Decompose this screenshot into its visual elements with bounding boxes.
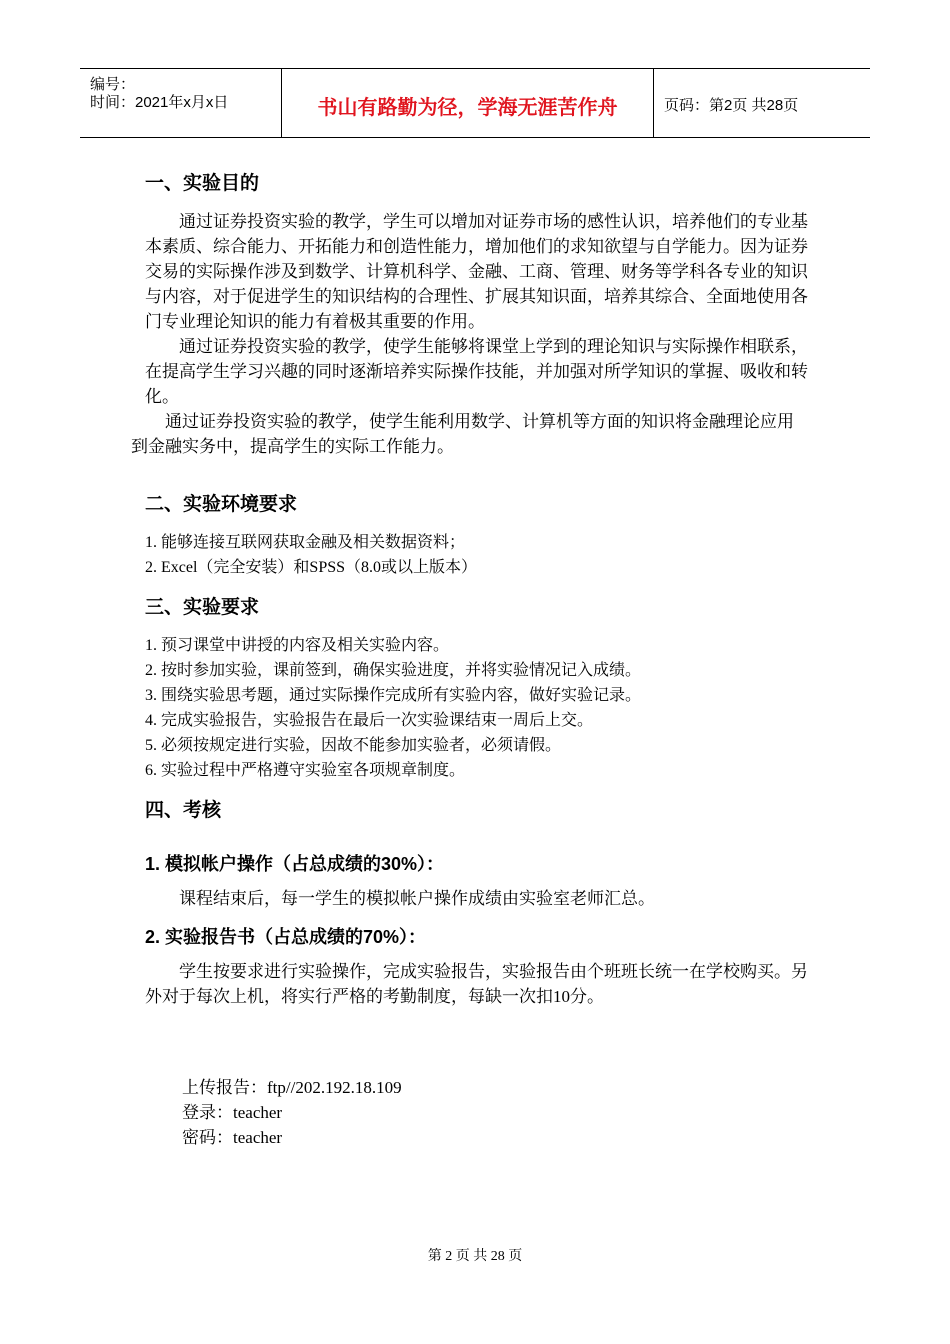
document-date-label: 时间：2021年x月x日 bbox=[90, 94, 229, 111]
purpose-paragraph-3: 通过证券投资实验的教学，使学生能利用数学、计算机等方面的知识将金融理论应用到金融实务中，提高学生的实际工作能力。 bbox=[131, 412, 794, 456]
document-body bbox=[131, 168, 810, 1150]
requirement-item-6: 6. 实验过程中严格遵守实验室各项规章制度。 bbox=[145, 762, 466, 779]
assessment-sub-title-2: 2. 实验报告书（占总成绩的70%）： bbox=[145, 927, 427, 947]
requirement-item-5: 5. 必须按规定进行实验，因故不能参加实验者，必须请假。 bbox=[145, 737, 562, 754]
assessment-sub-title-1: 1. 模拟帐户操作（占总成绩的30%）： bbox=[145, 854, 445, 874]
section-title-environment: 二、实验环境要求 bbox=[145, 494, 298, 515]
section-title-assessment: 四、考核 bbox=[145, 800, 222, 821]
header-left-cell bbox=[80, 69, 282, 137]
assessment-sub-text-2: 学生按要求进行实验操作，完成实验报告，实验报告由个班班长统一在学校购买。另外对于每次上机，将实行严格的考勤制度，每缺一次扣10分。 bbox=[145, 962, 808, 1006]
page-header bbox=[80, 68, 870, 138]
environment-item-2: 2. Excel（完全安装）和SPSS（8.0或以上版本） bbox=[145, 559, 478, 576]
header-right-cell bbox=[654, 69, 870, 137]
requirement-item-2: 2. 按时参加实验，课前签到，确保实验进度，并将实验情况记入成绩。 bbox=[145, 662, 642, 679]
document-number-label: 编号： bbox=[90, 76, 136, 93]
password-line: 密码：teacher bbox=[182, 1128, 283, 1147]
requirement-item-3: 3. 围绕实验思考题，通过实际操作完成所有实验内容，做好实验记录。 bbox=[145, 687, 642, 704]
purpose-paragraph-2: 通过证券投资实验的教学，使学生能够将课堂上学到的理论知识与实际操作相联系，在提高学生学习兴趣的同时逐渐培养实际操作技能，并加强对所学知识的掌握、吸收和转化。 bbox=[145, 337, 808, 406]
page-footer: 第 2 页 共 28 页 bbox=[427, 1249, 523, 1264]
section-title-purpose: 一、实验目的 bbox=[145, 173, 260, 194]
assessment-sub-text-1: 课程结束后，每一学生的模拟帐户操作成绩由实验室老师汇总。 bbox=[179, 889, 655, 908]
requirement-item-1: 1. 预习课堂中讲授的内容及相关实验内容。 bbox=[145, 637, 450, 654]
requirement-item-4: 4. 完成实验报告，实验报告在最后一次实验课结束一周后上交。 bbox=[145, 712, 594, 729]
header-motto-cell bbox=[282, 69, 654, 137]
upload-report-line: 上传报告：ftp//202.192.18.109 bbox=[182, 1078, 402, 1097]
environment-item-1: 1. 能够连接互联网获取金融及相关数据资料； bbox=[145, 534, 466, 551]
header-page-number: 页码：第2页 共28页 bbox=[664, 97, 799, 114]
section-title-requirements: 三、实验要求 bbox=[145, 597, 260, 618]
header-motto: 书山有路勤为径，学海无涯苦作舟 bbox=[317, 97, 618, 119]
login-line: 登录：teacher bbox=[182, 1103, 283, 1122]
purpose-paragraph-1: 通过证券投资实验的教学，学生可以增加对证券市场的感性认识，培养他们的专业基本素质、综合能力、开拓能力和创造性能力，增加他们的求知欲望与自学能力。因为证券交易的实际操作涉及到数学、计算机科学、金融、工商、管理、财务等学科各专业的知识与内容，对于促进学生的知识结构的合理性、扩展其知识面，培养其综合、全面地使用各门专业理论知识的能力有着极其重要的作用。 bbox=[145, 212, 808, 331]
